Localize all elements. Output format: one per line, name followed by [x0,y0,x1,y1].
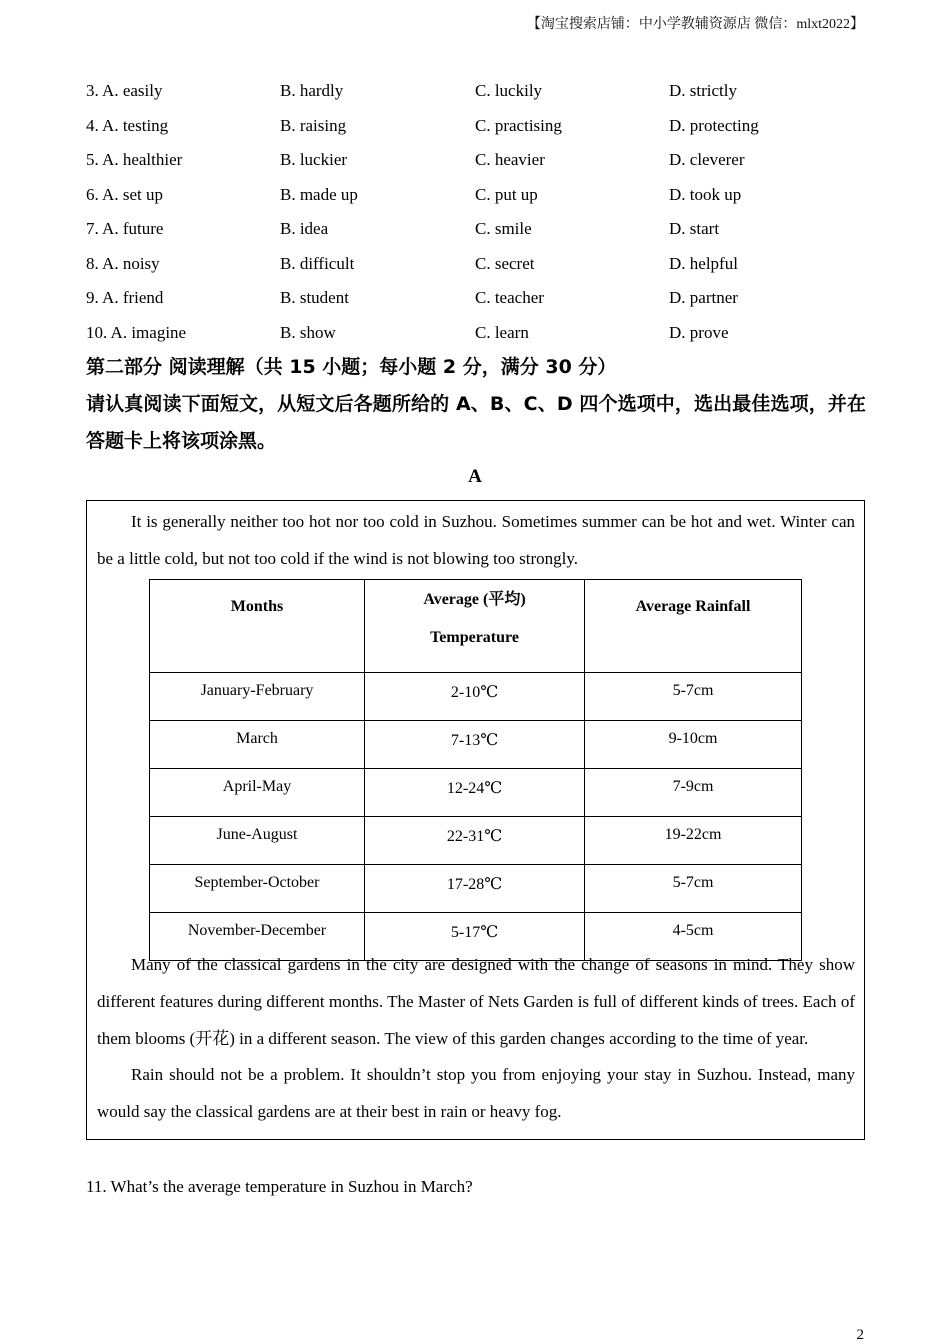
option-d: D. protecting [669,115,759,135]
option-d: D. cleverer [669,150,745,169]
option-row-9 [86,281,866,316]
header-temperature-line1: Average (平均) [423,591,526,608]
option-a: 7. A. future [86,219,164,238]
passage-letter: A [468,466,482,487]
option-d: D. strictly [669,81,737,100]
option-b: B. student [280,288,349,307]
option-c: C. learn [475,322,529,342]
option-d: D. partner [669,288,738,307]
cell-months: June-August [150,817,365,865]
table-row [150,721,802,769]
section-title: 第二部分 阅读理解（共 15 小题；每小题 2 分，满分 30 分） [86,356,617,378]
option-a: 10. A. imagine [86,322,187,342]
passage-box [86,500,865,1140]
table-row [150,865,802,913]
option-row-10 [86,316,866,351]
cell-temperature: 22-31℃ [365,817,585,865]
option-b: B. hardly [280,81,344,100]
option-c: C. put up [475,184,538,204]
option-a: 9. A. friend [86,288,164,307]
passage-paragraph-2: Many of the classical gardens in the city are designed with the change of seasons in mind. They show different features during different months. The Master of Nets Garden is full of different kinds of trees. Each of them blooms (开花) in a different season. The view of this garden changes according to the time of year. [97,955,855,1048]
option-c: C. luckily [475,81,543,100]
option-row-5 [86,143,866,178]
option-row-6 [86,178,866,213]
cell-rainfall: 9-10cm [585,721,802,769]
option-b: B. raising [280,115,347,135]
option-c: C. secret [475,253,535,273]
cell-months: November-December [150,913,365,961]
cell-rainfall: 7-9cm [585,769,802,817]
option-c: C. smile [475,219,532,238]
option-row-4 [86,109,866,144]
option-c: C. heavier [475,150,545,169]
option-a: 8. A. noisy [86,253,160,273]
option-a: 6. A. set up [86,184,163,204]
cell-temperature: 12-24℃ [365,769,585,817]
table-header-row [150,580,802,673]
header-rainfall: Average Rainfall [585,580,802,673]
cell-rainfall: 5-7cm [585,865,802,913]
option-row-8 [86,247,866,282]
option-b: B. luckier [280,150,348,169]
option-c: C. teacher [475,288,544,307]
table-row [150,817,802,865]
passage-paragraph-1: It is generally neither too hot nor too cold in Suzhou. Sometimes summer can be hot and wet. Winter can be a little cold, but not too cold if the wind is not blowing too strongly. [97,512,855,568]
option-row-7 [86,212,866,247]
option-a: 3. A. easily [86,81,163,100]
option-d: D. took up [669,184,742,204]
cell-temperature: 7-13℃ [365,721,585,769]
weather-table [149,579,802,961]
header-temperature [365,580,585,673]
page-number: 2 [856,1327,864,1343]
question-11: 11. What’s the average temperature in Suzhou in March? [86,1177,473,1196]
cell-months: September-October [150,865,365,913]
table-row [150,769,802,817]
cell-rainfall: 4-5cm [585,913,802,961]
option-a: 5. A. healthier [86,150,183,169]
header-months: Months [150,580,365,673]
option-row-3 [86,74,866,109]
cell-rainfall: 19-22cm [585,817,802,865]
options-list [86,74,866,350]
passage-paragraph-3: Rain should not be a problem. It shouldn’t stop you from enjoying your stay in Suzhou. Instead, many would say the classical gardens are at their best in rain or heavy fog. [97,1065,855,1121]
option-b: B. idea [280,219,329,238]
cell-temperature: 2-10℃ [365,673,585,721]
cell-temperature: 17-28℃ [365,865,585,913]
option-c: C. practising [475,115,562,135]
cell-temperature: 5-17℃ [365,913,585,961]
cell-months: January-February [150,673,365,721]
cell-rainfall: 5-7cm [585,673,802,721]
option-d: D. start [669,219,720,238]
cell-months: April-May [150,769,365,817]
option-a: 4. A. testing [86,115,169,135]
header-temperature-line2: Temperature [430,629,519,646]
option-d: D. prove [669,322,729,342]
cell-months: March [150,721,365,769]
option-b: B. made up [280,184,358,204]
header-watermark: 【淘宝搜索店铺：中小学教辅资源店 微信：mlxt2022】 [526,17,864,32]
option-b: B. show [280,322,336,342]
section-instructions: 请认真阅读下面短文，从短文后各题所给的 A、B、C、D 四个选项中，选出最佳选项，并在答题卡上将该项涂黑。 [86,393,866,452]
table-row [150,673,802,721]
option-b: B. difficult [280,253,355,273]
option-d: D. helpful [669,253,738,273]
